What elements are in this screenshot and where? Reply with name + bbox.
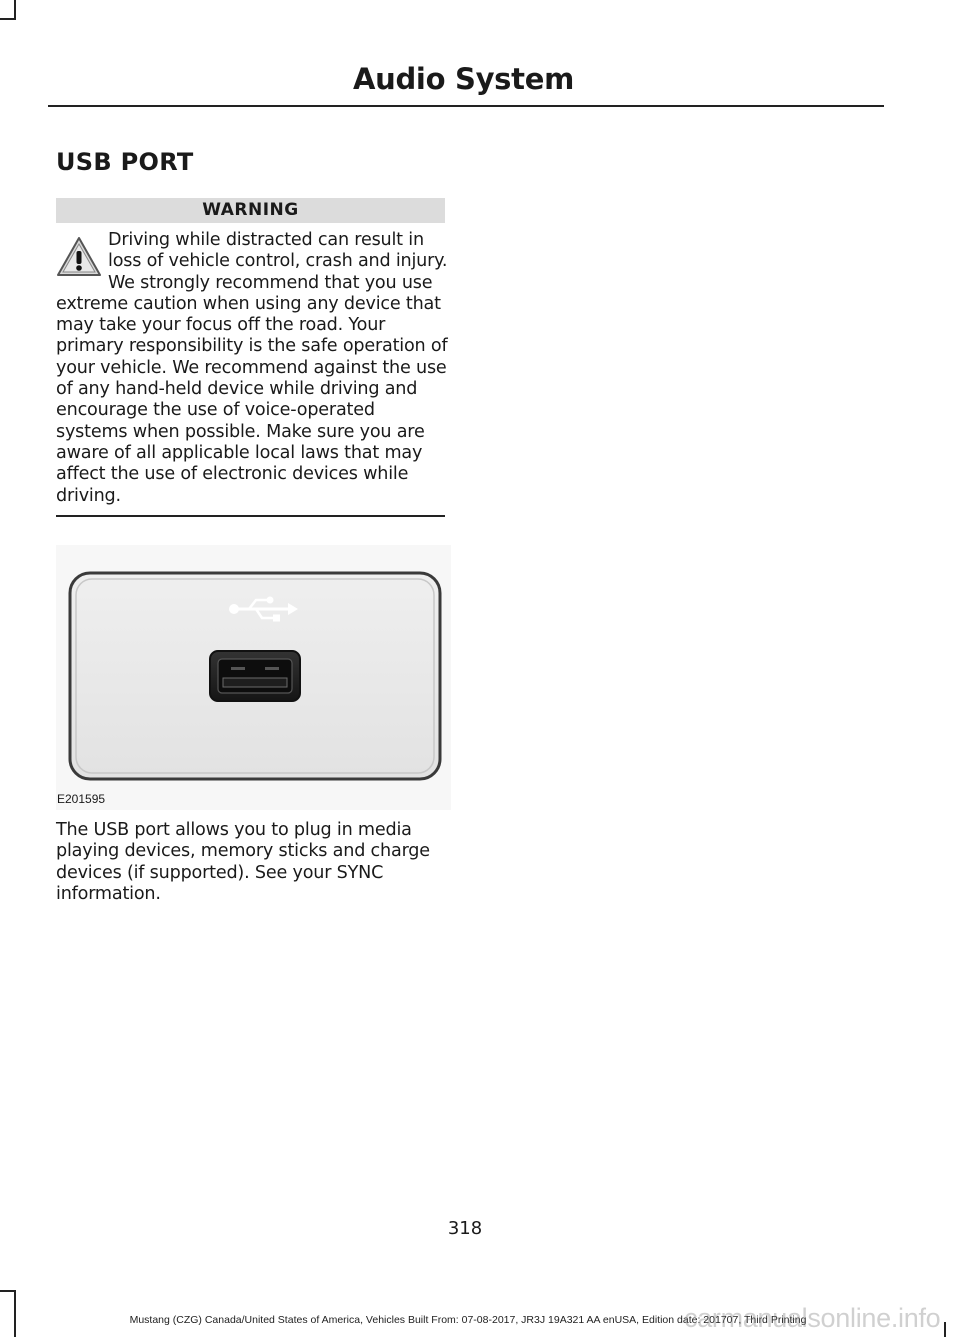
warning-text-block [56,230,448,507]
watermark: carmanualsonline.info [684,1303,941,1333]
warning-icon-spacer [56,230,108,292]
header-rule [48,105,884,107]
body-paragraph: The USB port allows you to plug in media playing devices, memory sticks and charge devices (if supported). See your SYNC information. [56,820,430,904]
warning-label: WARNING [56,198,445,223]
warning-bottom-rule [56,515,445,517]
usb-port [210,651,300,701]
chapter-title: Audio System [352,62,574,96]
section-title: USB PORT [56,148,194,176]
crop-mark-top-left-vertical [14,0,16,18]
crop-mark-bottom-left-horizontal [0,1290,16,1292]
figure-code: E201595 [57,792,106,806]
usb-port-figure [56,545,451,810]
footer-text: Mustang (CZG) Canada/United States of America, Vehicles Built From: 07-08-2017, JR3J 19A321 AA enUSA, Edition date: 201707, Third Printing [129,1314,807,1326]
crop-mark-top-left-horizontal [0,18,16,20]
crop-mark-bottom-left-vertical [14,1290,16,1337]
warning-text: Driving while distracted can result in loss of vehicle control, crash and injury. We strongly recommend that you use extreme caution when using any device that may take your focus off the road. Your primary responsibility is the safe operation of your vehicle. We recommend against the use of any hand-held device while driving and encourage the use of voice-operated systems when possible. Make sure you are aware of all applicable local laws that may affect the use of electronic devices while driving. [56,230,448,506]
crop-mark-bottom-right-vertical [944,1322,946,1337]
page-number: 318 [447,1218,483,1239]
